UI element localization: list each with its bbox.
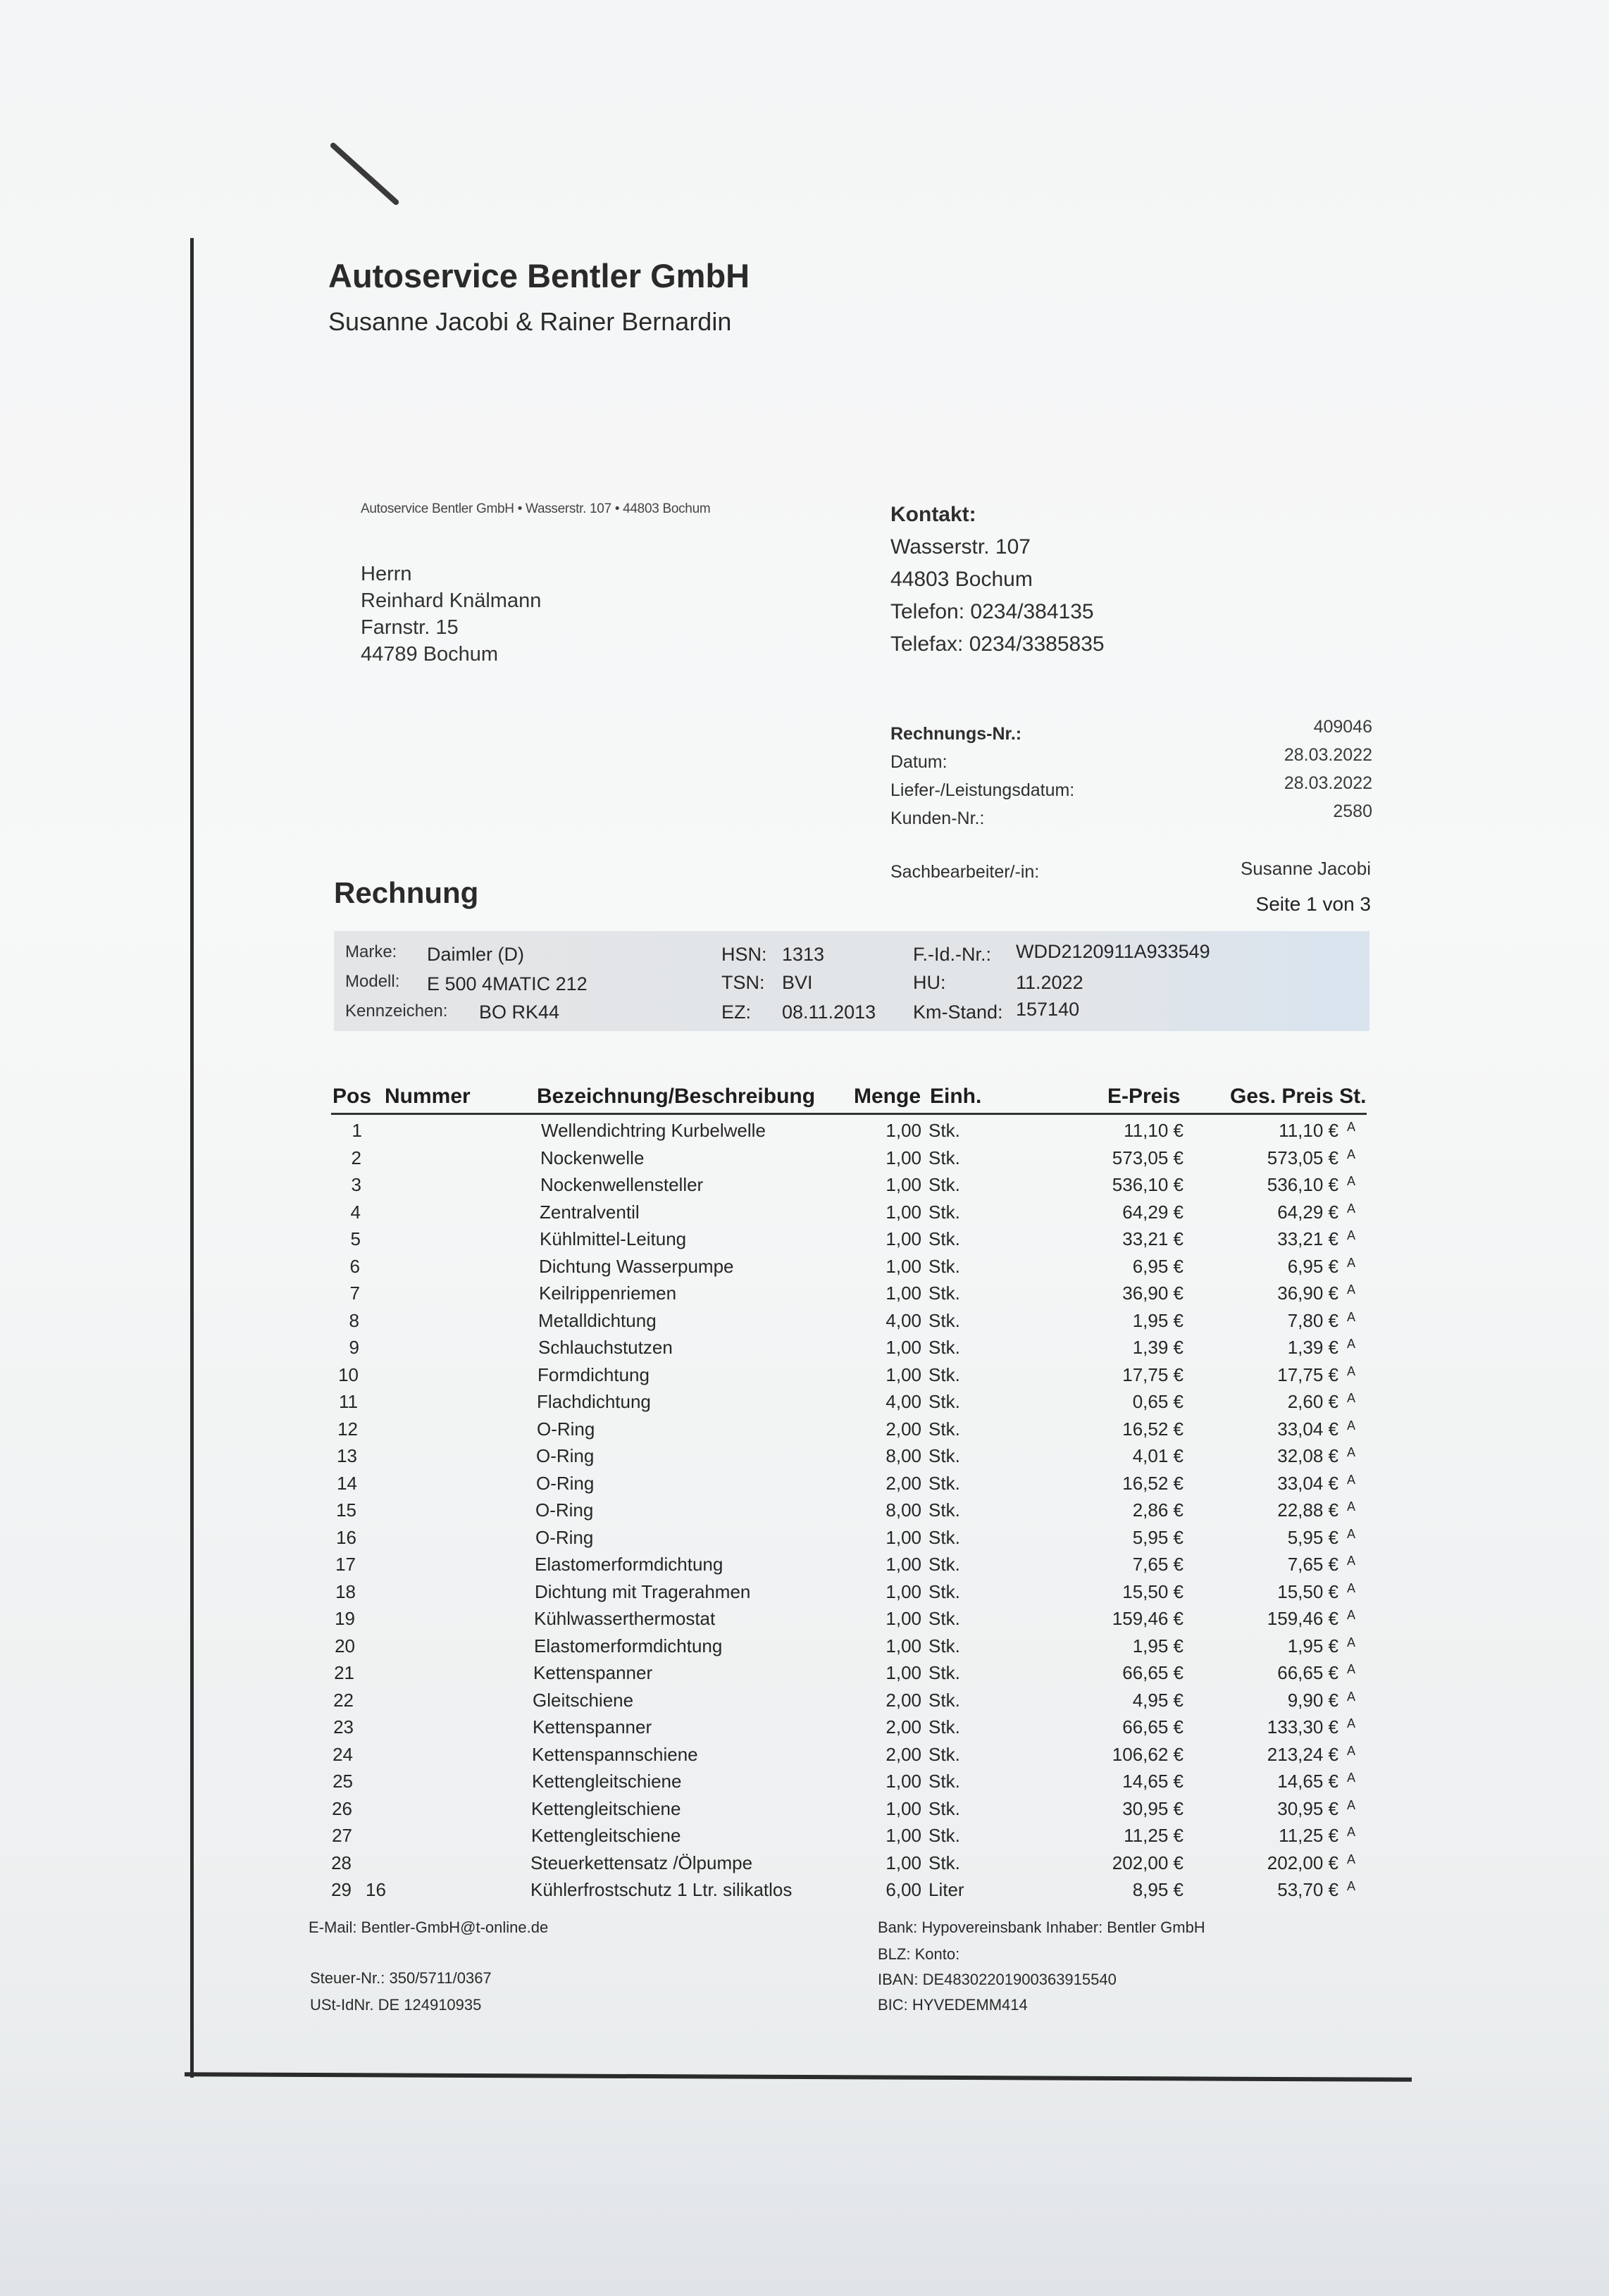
table-row [0,1798,1609,1824]
row-total-price: 36,90 € [1277,1283,1338,1304]
row-unit: Stk. [928,1310,960,1331]
row-unit: Stk. [928,1635,960,1657]
table-row [0,1716,1609,1742]
table-row [0,1391,1609,1417]
row-tax-code: A [1347,1445,1356,1459]
row-unit-price: 1,95 € [1132,1310,1184,1331]
row-tax-code: A [1347,1852,1356,1866]
row-total-price: 14,65 € [1277,1771,1338,1792]
row-tax-code: A [1347,1825,1356,1839]
row-position: 2 [351,1147,361,1168]
row-description: Nockenwelle [540,1147,645,1168]
table-row [0,1744,1609,1770]
row-quantity: 1,00 [886,1120,921,1141]
footer-vat-id: USt-IdNr. DE 124910935 [310,1996,482,2014]
row-position: 1 [352,1120,362,1141]
row-total-price: 11,10 € [1279,1120,1338,1141]
row-description: Gleitschiene [533,1690,634,1711]
row-total-price: 64,29 € [1277,1202,1338,1223]
row-total-price: 536,10 € [1267,1174,1338,1195]
row-tax-code: A [1347,1581,1356,1595]
row-quantity: 2,00 [886,1473,921,1494]
row-unit-price: 573,05 € [1112,1147,1184,1168]
fid-value: WDD2120911A933549 [1016,941,1210,962]
footer-bank: Bank: Hypovereinsbank Inhaber: Bentler GmbH [878,1918,1205,1936]
row-unit: Liter [928,1879,964,1900]
row-description: Elastomerformdichtung [534,1635,723,1657]
row-description: Kettengleitschiene [532,1771,682,1792]
row-total-price: 9,90 € [1287,1690,1338,1711]
invoice-meta-labels [890,720,1074,832]
row-unit: Stk. [928,1825,960,1846]
row-total-price: 17,75 € [1277,1364,1338,1385]
row-quantity: 1,00 [886,1527,921,1548]
row-description: Schlauchstutzen [538,1337,673,1358]
row-total-price: 32,08 € [1277,1445,1338,1466]
row-position: 3 [351,1174,361,1195]
row-quantity: 1,00 [886,1337,921,1358]
row-quantity: 1,00 [886,1771,921,1792]
row-unit: Stk. [928,1473,960,1494]
contact-city: 44803 Bochum [890,568,1033,591]
row-unit-price: 11,10 € [1124,1120,1184,1141]
delivery-date: 28.03.2022 [1284,773,1372,793]
table-row [0,1608,1609,1634]
row-position: 25 [333,1771,353,1792]
clerk-name: Susanne Jacobi [1240,858,1371,879]
header-pos: Pos [333,1085,372,1108]
table-row [0,1473,1609,1499]
document-title: Rechnung [334,876,479,909]
table-row [0,1879,1609,1905]
row-unit-price: 33,21 € [1122,1228,1184,1249]
table-row [0,1554,1609,1580]
row-tax-code: A [1347,1554,1356,1568]
recipient-street: Farnstr. 15 [361,616,459,639]
ez-value: 08.11.2013 [782,1002,876,1023]
recipient-salutation: Herrn [361,563,412,585]
table-row [0,1771,1609,1797]
row-unit: Stk. [928,1120,960,1141]
row-tax-code: A [1347,1744,1356,1758]
table-row [0,1256,1609,1282]
row-description: Kettenspanner [533,1716,652,1737]
row-description: Flachdichtung [537,1391,651,1412]
row-quantity: 1,00 [886,1554,921,1575]
row-description: O-Ring [535,1527,594,1548]
recipient-name: Reinhard Knälmann [361,589,542,612]
table-row [0,1174,1609,1200]
table-row [0,1825,1609,1851]
row-quantity: 4,00 [886,1391,921,1412]
row-total-price: 5,95 € [1287,1527,1338,1548]
row-tax-code: A [1347,1771,1356,1785]
fid-label: F.-Id.-Nr.: [913,944,992,965]
row-unit-price: 6,95 € [1132,1256,1184,1277]
row-total-price: 7,80 € [1287,1310,1338,1331]
row-position: 9 [349,1337,359,1358]
ez-label: EZ: [721,1002,752,1023]
row-description: Steuerkettensatz /Ölpumpe [530,1852,753,1873]
row-position: 22 [333,1690,354,1711]
row-unit: Stk. [928,1391,960,1412]
tsn-value: BVI [782,972,813,993]
brand-label: Marke: [345,942,397,961]
row-unit-price: 4,95 € [1132,1690,1184,1711]
table-header-rule [331,1113,1367,1115]
table-row [0,1662,1609,1688]
row-tax-code: A [1347,1391,1356,1405]
row-quantity: 1,00 [886,1662,921,1683]
row-description: Elastomerformdichtung [535,1554,723,1575]
table-row [0,1202,1609,1228]
row-tax-code: A [1347,1228,1356,1242]
customer-number-label: Kunden-Nr.: [890,809,985,828]
row-unit: Stk. [928,1283,960,1304]
row-unit-price: 5,95 € [1132,1527,1184,1548]
recipient-city: 44789 Bochum [361,643,499,666]
invoice-number: 409046 [1313,717,1372,737]
row-tax-code: A [1347,1256,1356,1270]
row-total-price: 202,00 € [1267,1852,1338,1873]
table-row [0,1852,1609,1878]
row-unit: Stk. [928,1418,960,1440]
row-unit-price: 202,00 € [1112,1852,1184,1873]
row-position: 4 [350,1202,361,1223]
row-quantity: 2,00 [886,1690,921,1711]
hsn-value: 1313 [782,944,825,965]
row-position: 28 [331,1852,352,1873]
row-position: 24 [333,1744,353,1765]
invoice-meta-values [1191,713,1372,825]
km-value: 157140 [1016,999,1080,1020]
customer-number: 2580 [1333,801,1372,821]
row-quantity: 8,00 [886,1445,921,1466]
hu-label: HU: [913,972,946,993]
row-unit-price: 7,65 € [1132,1554,1184,1575]
row-quantity: 2,00 [886,1744,921,1765]
row-unit-price: 1,95 € [1132,1635,1184,1657]
row-quantity: 8,00 [886,1499,921,1521]
km-label: Km-Stand: [913,1002,1003,1023]
row-unit-price: 8,95 € [1132,1879,1184,1900]
row-tax-code: A [1347,1690,1356,1704]
row-position: 5 [350,1228,361,1249]
row-total-price: 2,60 € [1287,1391,1338,1412]
footer-tax-number: Steuer-Nr.: 350/5711/0367 [310,1969,492,1987]
row-position: 8 [349,1310,359,1331]
plate-label: Kennzeichen: [345,1002,448,1021]
table-row [0,1690,1609,1716]
row-unit-price: 16,52 € [1122,1418,1184,1440]
table-row [0,1310,1609,1336]
row-unit: Stk. [928,1716,960,1737]
row-unit-price: 4,01 € [1132,1445,1184,1466]
row-tax-code: A [1347,1120,1356,1134]
row-tax-code: A [1347,1716,1356,1730]
row-unit-price: 66,65 € [1122,1716,1184,1737]
row-quantity: 1,00 [886,1174,921,1195]
row-unit: Stk. [928,1581,960,1602]
row-unit: Stk. [928,1852,960,1873]
row-unit: Stk. [928,1527,960,1548]
row-unit: Stk. [928,1662,960,1683]
table-row [0,1418,1609,1445]
contact-heading: Kontakt: [890,503,976,526]
row-description: O-Ring [535,1499,594,1521]
row-tax-code: A [1347,1174,1356,1188]
row-position: 7 [349,1283,360,1304]
row-total-price: 11,25 € [1279,1825,1338,1846]
row-position: 23 [333,1716,354,1737]
row-tax-code: A [1347,1798,1356,1812]
row-total-price: 6,95 € [1287,1256,1338,1277]
row-total-price: 213,24 € [1267,1744,1338,1765]
row-unit: Stk. [928,1608,960,1629]
row-tax-code: A [1347,1202,1356,1216]
row-description: Kettengleitschiene [531,1825,681,1846]
row-quantity: 6,00 [886,1879,921,1900]
model-label: Modell: [345,972,400,991]
row-tax-code: A [1347,1879,1356,1893]
row-total-price: 133,30 € [1267,1716,1338,1737]
row-position: 17 [335,1554,356,1575]
contact-fax: Telefax: 0234/3385835 [890,632,1105,656]
row-unit: Stk. [928,1744,960,1765]
row-unit-price: 106,62 € [1112,1744,1184,1765]
row-unit-price: 0,65 € [1132,1391,1184,1412]
table-row [0,1499,1609,1526]
row-position: 12 [337,1418,358,1440]
row-position: 29 [331,1879,352,1900]
row-tax-code: A [1347,1283,1356,1297]
header-unit-price: E-Preis [1107,1085,1181,1108]
row-description: Kettengleitschiene [531,1798,681,1819]
header-description: Bezeichnung/Beschreibung [537,1085,816,1108]
row-unit-price: 159,46 € [1112,1608,1184,1629]
row-position: 27 [332,1825,352,1846]
row-tax-code: A [1347,1364,1356,1378]
table-row [0,1147,1609,1173]
page-indicator: Seite 1 von 3 [1255,893,1371,915]
row-unit-price: 15,50 € [1122,1581,1184,1602]
brand-value: Daimler (D) [427,944,524,965]
row-unit-price: 30,95 € [1122,1798,1184,1819]
row-position: 13 [337,1445,357,1466]
footer-iban: IBAN: DE48302201900363915540 [878,1971,1117,1988]
row-total-price: 7,65 € [1287,1554,1338,1575]
row-unit: Stk. [928,1256,960,1277]
row-unit: Stk. [928,1554,960,1575]
row-total-price: 33,04 € [1277,1473,1338,1494]
row-quantity: 4,00 [886,1310,921,1331]
row-position: 6 [349,1256,360,1277]
row-position: 19 [335,1608,355,1629]
invoice-date-label: Datum: [890,752,948,772]
row-total-price: 33,21 € [1277,1228,1338,1249]
recipient-address [361,561,541,668]
row-unit: Stk. [928,1798,960,1819]
row-position: 21 [334,1662,354,1683]
row-description: Wellendichtring Kurbelwelle [541,1120,766,1141]
company-name: Autoservice Bentler GmbH [328,257,750,294]
row-unit-price: 36,90 € [1122,1283,1184,1304]
row-description: O-Ring [536,1445,595,1466]
row-total-price: 159,46 € [1267,1608,1338,1629]
table-row [0,1445,1609,1471]
row-unit: Stk. [928,1147,960,1168]
row-unit-price: 17,75 € [1122,1364,1184,1385]
hu-value: 11.2022 [1016,972,1083,993]
row-quantity: 1,00 [886,1364,921,1385]
clerk-label: Sachbearbeiter/-in: [890,862,1040,882]
footer-blz: BLZ: Konto: [878,1945,960,1963]
row-quantity: 1,00 [886,1852,921,1873]
row-description: Kühlerfrostschutz 1 Ltr. silikatlos [530,1879,793,1900]
row-description: Kettenspanner [533,1662,653,1683]
table-row [0,1635,1609,1661]
tsn-label: TSN: [721,972,765,993]
row-unit: Stk. [928,1445,960,1466]
row-unit-price: 16,52 € [1122,1473,1184,1494]
row-position: 26 [332,1798,352,1819]
table-row [0,1120,1609,1146]
row-quantity: 1,00 [886,1798,921,1819]
row-tax-code: A [1347,1418,1356,1433]
row-description: Kühlwasserthermostat [534,1608,716,1629]
table-row [0,1527,1609,1553]
paper-fold-shadow [0,2057,1609,2296]
table-row [0,1283,1609,1309]
row-quantity: 2,00 [886,1418,921,1440]
row-position: 16 [336,1527,356,1548]
row-description: O-Ring [537,1418,595,1440]
row-total-price: 1,39 € [1287,1337,1338,1358]
row-quantity: 1,00 [886,1635,921,1657]
row-unit-price: 2,86 € [1132,1499,1184,1521]
header-number: Nummer [385,1085,471,1108]
footer-bic: BIC: HYVEDEMM414 [878,1996,1028,2014]
row-quantity: 1,00 [886,1581,921,1602]
row-description: Dichtung mit Tragerahmen [535,1581,751,1602]
row-tax-code: A [1347,1473,1356,1487]
row-tax-code: A [1347,1635,1356,1649]
row-total-price: 53,70 € [1277,1879,1338,1900]
row-quantity: 1,00 [886,1825,921,1846]
row-unit: Stk. [928,1499,960,1521]
row-unit-price: 11,25 € [1124,1825,1184,1846]
hsn-label: HSN: [721,944,767,965]
row-tax-code: A [1347,1662,1356,1676]
row-description: Nockenwellensteller [540,1174,704,1195]
row-unit: Stk. [928,1174,960,1195]
row-description: Formdichtung [538,1364,650,1385]
row-quantity: 1,00 [886,1202,921,1223]
row-unit-price: 536,10 € [1112,1174,1184,1195]
row-unit: Stk. [928,1771,960,1792]
row-description: Kettenspannschiene [532,1744,698,1765]
row-tax-code: A [1347,1499,1356,1514]
row-description: Zentralventil [540,1202,640,1223]
row-unit-price: 14,65 € [1122,1771,1184,1792]
row-unit: Stk. [928,1228,960,1249]
row-position: 20 [335,1635,355,1657]
header-total-price: Ges. Preis St. [1230,1085,1367,1108]
row-total-price: 573,05 € [1267,1147,1338,1168]
row-position: 15 [336,1499,356,1521]
row-description: Metalldichtung [538,1310,657,1331]
plate-value: BO RK44 [479,1002,560,1023]
row-unit: Stk. [928,1202,960,1223]
row-tax-code: A [1347,1310,1356,1324]
company-owners: Susanne Jacobi & Rainer Bernardin [328,307,732,336]
row-quantity: 1,00 [886,1147,921,1168]
contact-phone: Telefon: 0234/384135 [890,600,1094,623]
row-total-price: 30,95 € [1277,1798,1338,1819]
delivery-date-label: Liefer-/Leistungsdatum: [890,780,1075,800]
row-unit-price: 64,29 € [1122,1202,1184,1223]
row-unit-price: 1,39 € [1132,1337,1184,1358]
row-quantity: 1,00 [886,1228,921,1249]
invoice-date: 28.03.2022 [1284,745,1372,765]
row-number: 16 [366,1879,386,1900]
table-row [0,1364,1609,1390]
sender-line: Autoservice Bentler GmbH • Wasserstr. 107 • 44803 Bochum [361,501,711,516]
row-unit: Stk. [928,1364,960,1385]
row-description: O-Ring [536,1473,595,1494]
header-quantity: Menge [854,1085,921,1108]
row-unit: Stk. [928,1337,960,1358]
row-position: 11 [339,1391,358,1412]
contact-street: Wasserstr. 107 [890,535,1031,559]
row-description: Dichtung Wasserpumpe [539,1256,734,1277]
row-description: Keilrippenriemen [539,1283,677,1304]
invoice-number-label: Rechnungs-Nr.: [890,724,1022,744]
table-row [0,1337,1609,1363]
table-row [0,1228,1609,1254]
row-tax-code: A [1347,1527,1356,1541]
row-quantity: 1,00 [886,1256,921,1277]
model-value: E 500 4MATIC 212 [427,973,588,994]
row-description: Kühlmittel-Leitung [540,1228,687,1249]
row-quantity: 1,00 [886,1608,921,1629]
row-quantity: 1,00 [886,1283,921,1304]
footer-email: E-Mail: Bentler-GmbH@t-online.de [309,1918,549,1936]
header-unit: Einh. [930,1085,982,1108]
row-unit-price: 66,65 € [1122,1662,1184,1683]
contact-block [890,499,1105,661]
row-tax-code: A [1347,1337,1356,1351]
row-tax-code: A [1347,1147,1356,1161]
row-position: 10 [338,1364,359,1385]
row-total-price: 22,88 € [1277,1499,1338,1521]
row-tax-code: A [1347,1608,1356,1622]
row-unit: Stk. [928,1690,960,1711]
row-position: 18 [335,1581,356,1602]
row-total-price: 15,50 € [1277,1581,1338,1602]
row-total-price: 66,65 € [1277,1662,1338,1683]
row-quantity: 2,00 [886,1716,921,1737]
row-total-price: 33,04 € [1277,1418,1338,1440]
table-row [0,1581,1609,1607]
row-total-price: 1,95 € [1287,1635,1338,1657]
row-position: 14 [337,1473,357,1494]
